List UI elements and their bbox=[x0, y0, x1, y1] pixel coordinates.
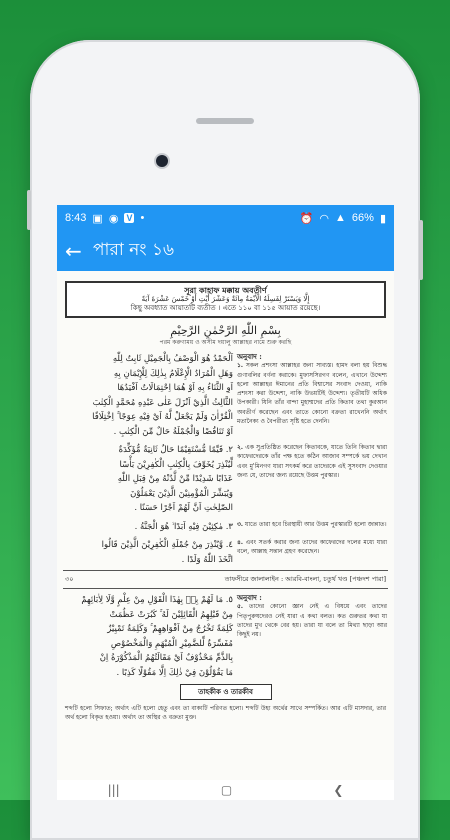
power-button bbox=[419, 220, 423, 280]
arabic-text bbox=[63, 593, 233, 680]
status-bar bbox=[57, 205, 394, 231]
ayah-number: ১. bbox=[237, 362, 243, 370]
translation-text bbox=[237, 352, 387, 439]
section-4 bbox=[57, 538, 394, 567]
section-2 bbox=[57, 443, 394, 516]
arabic-line: وَيُبَشِّرَ الْمُؤْمِنِيْنَ الَّذِيْنَ يَعْمَلُوْنَ bbox=[130, 488, 233, 499]
battery-icon: ▮ bbox=[379, 212, 386, 225]
arabic-text bbox=[63, 520, 233, 535]
commentary-text: শব্দটি হলো সিফাত; অর্থাৎ এটি হলো হেতু এবং তা বাক্যটি পরিণত হলো। শব্দটি উহ্য অর্থের সাথে সম্পর্কিত। আর এটি মাসদার, তার অর্থ হলো বিকৃত হওয়া। অর্থাৎ তা অস্থির ও বক্রতা মুক্ত। bbox=[65, 705, 386, 721]
arabic-line: مُفَسِّرَةٌ لِّلضَّمِيْرِ الْمُبْهَمِ وَالْمَخْصُوْصِ bbox=[110, 638, 233, 649]
battery-percent: 66% bbox=[351, 212, 374, 224]
arabic-line: ٥. مَا لَهُمْ بِهٖ بِهٰذَا الْقَوْلِ مِنْ عِلْمٍ وَّلَا لِاٰبَائِهِمْ bbox=[81, 595, 233, 605]
ayah-number: ৩. bbox=[237, 520, 243, 528]
arabic-line: الْقُرْاٰنَ وَلَمْ يَجْعَلْ لَّهُ اَيْ فِيْهِ عِوَجًا ۚ اِخْتِلَافًا bbox=[92, 412, 233, 422]
arabic-text bbox=[63, 443, 233, 516]
translation-label: অনুবাদ : bbox=[237, 352, 262, 361]
surah-title: সূরা কাহাফ মক্কায় অবতীর্ণ bbox=[184, 285, 267, 295]
ayah-translation: সকল প্রশংসা আল্লাহর জন্য সাব্যস্ত। হামদ বলা হয় বিশুদ্ধ গুণাবলির বর্ণনা করাকে। মুফাসসিরগণ বলেন, এখানে উদ্দেশ্য হলো আল্লাহর ঈমানের প্রতি বিশ্বাসের সংবাদ দেওয়া, নাকি প্রশংসা করা উদ্দেশ্য, নাকি উভয়টিই উদ্দেশ্য। তৃতীয়টি অধিক উপকারী। যিনি তাঁর বান্দা মুহাম্মদের প্রতি কিতাব তথা কুরআন অবতীর্ণ করেছেন এবং তাতে কোনো বক্রতা রাখেননি অর্থাৎ মতানৈক্য ও বৈপরীত্য সৃষ্টি হতে দেননি। bbox=[237, 362, 387, 426]
phone-camera bbox=[156, 155, 168, 167]
v-icon: V bbox=[126, 213, 133, 223]
arabic-line: ٣. مٰكِثِيْنَ فِيْهِ اَبَدًا ۙ هُوَ الْجَنَّةُ . bbox=[134, 521, 233, 532]
page-title: পারা নং ১৬ bbox=[93, 240, 175, 260]
system-nav-bar bbox=[57, 780, 394, 800]
dot-icon: • bbox=[140, 212, 145, 224]
arabic-line: بِالذَّمِّ مَحْذُوْفٌ اَيْ مَقَالَتُهُمُ الْمَذْكُوْرَةُ اِنْ bbox=[99, 653, 233, 663]
section-box-title: তাহকীক ও তারকীব bbox=[180, 684, 272, 700]
arabic-line: اتَّخَذَ اللّٰهُ وَلَدًا . bbox=[181, 554, 233, 565]
page-footer bbox=[57, 574, 394, 585]
back-nav-icon[interactable]: ❮ bbox=[333, 783, 344, 797]
translation-text bbox=[237, 520, 387, 535]
app-bar bbox=[57, 231, 394, 271]
arabic-line: ٤. وَّيُنْذِرَ مِنْ جُمْلَةِ الْكٰفِرِيْنَ الَّذِيْنَ قَالُوا bbox=[101, 540, 233, 550]
alarm-icon: ⏰ bbox=[299, 212, 314, 225]
arabic-line: اَلْحَمْدُ هُوَ الْوَصْفُ بِالْجَمِيْلِ ثَابِتٌ لِلّٰهِ bbox=[112, 354, 233, 364]
ayah-number: ৫. bbox=[237, 603, 243, 611]
page-number: ৩০ bbox=[65, 575, 74, 583]
arabic-line: كَلِمَةً تَخْرُجُ مِنْ اَفْوَاهِهِمْ ۚ وَكَلِمَةٌ تَمْيِيْزٌ bbox=[107, 624, 233, 634]
arabic-line: الصّٰلِحٰتِ اَنَّ لَهُمْ اَجْرًا حَسَنًا . bbox=[134, 503, 233, 513]
section-5 bbox=[57, 593, 394, 680]
ayah-number: ২. bbox=[237, 444, 243, 451]
divider bbox=[63, 588, 388, 589]
translation-label: অনুবাদ : bbox=[237, 593, 262, 602]
back-arrow-icon[interactable]: ← bbox=[65, 239, 82, 263]
arabic-line: ٢. قَيِّمًا مُّسْتَقِيْمًا حَالٌ ثَانِيَةٌ مُّؤَكِّدَةٌ bbox=[118, 445, 233, 455]
ayah-translation: এক সুপ্রতিষ্ঠিত করেছেন কিতাবকে, যাতে তিনি কিতাব দ্বারা কাফেরদেরকে তাঁর পক্ষ হতে কঠিন আজাব সম্পর্কে ভয় দেখান এবং মু'মিনগণ যারা সৎকর্ম করে তাদেরকে এই সুসংবাদ দেওয়ার জন্য যে, তাদের জন্য রয়েছে উত্তম পুরস্কার। bbox=[237, 444, 387, 479]
section-1 bbox=[57, 352, 394, 439]
arabic-text bbox=[63, 352, 233, 439]
arabic-text bbox=[63, 538, 233, 567]
gallery-icon: ▣ bbox=[92, 212, 103, 225]
wifi-icon: ◠ bbox=[319, 212, 330, 225]
app-screen bbox=[57, 205, 394, 800]
home-icon[interactable]: ▢ bbox=[220, 783, 233, 797]
signal-icon: ▲ bbox=[335, 212, 346, 224]
voicemail-icon: ◉ bbox=[108, 212, 119, 225]
ayah-translation: যাতে তারা হবে চিরস্থায়ী আর উত্তম পুরস্কারটি হলো জান্নাত। bbox=[244, 520, 387, 528]
book-page[interactable] bbox=[57, 271, 394, 800]
status-time: 8:43 bbox=[65, 212, 87, 224]
book-title: তাফসীরে জালালাইন : আরবি-বাংলা, চতুর্থ খণ্ড [পঞ্চদশ পারা] bbox=[224, 575, 386, 583]
surah-sub: কিছু অবধ্যাত আয়াতটি ব্যতীত । এতে ১১০ বা ১১৫ আয়াত রয়েছে। bbox=[130, 304, 321, 312]
recent-apps-icon[interactable]: ||| bbox=[107, 783, 120, 797]
translation-text bbox=[237, 443, 387, 516]
arabic-line: لِّيُنْذِرَ يُخَوِّفَ بِالْكِتٰبِ الْكٰفِرِيْنَ بَأْسًا bbox=[119, 459, 233, 470]
ayah-translation: তাদের কোনো জ্ঞান নেই এ বিষয়ে এবং তাদের পিতৃপুরুষদেরও নেই যারা এ কথা বলত। কত গুরুতর কথা যা তাদের মুখ থেকে বের হয়। তারা যা বলে তা মিথ্যা ছাড়া আর কিছুই নয়। bbox=[237, 603, 387, 639]
arabic-line: مَا يَقُوْلُوْنَ فِيْ ذٰلِكَ اِلَّا مَقُوْلًا كَذِبًا . bbox=[116, 667, 233, 678]
arabic-line: اَوِ الثَّنَاءُ بِهِ اَوْ هُمَا اِحْتِمَالَاتٌ اَفْيَدُهَا bbox=[117, 383, 233, 393]
section-3 bbox=[57, 520, 394, 535]
surah-header bbox=[65, 281, 386, 318]
volume-button bbox=[27, 190, 31, 230]
arabic-line: مِنْ قَبْلِهِمُ الْقَائِلِيْنَ لَهُ ۚ كَبُرَتْ عَظُمَتْ bbox=[109, 609, 233, 620]
ayah-number: ৪. bbox=[237, 539, 243, 546]
surah-arabic: إِلَّا وَيَسْتَرْ لِفَسِلَهُ الْأَيْمَةُ مِائَةٌ وَعَشْرَ أَيْتِ أَوْ خَمْسَ عَشْرَةَ آيَةً bbox=[141, 295, 310, 303]
arabic-line: وَهَلِ الْمُرَادُ الْإِعْلَامُ بِذٰلِكَ لِلْإِيْمَانِ بِهِ bbox=[113, 368, 233, 379]
divider bbox=[63, 570, 388, 571]
arabic-line: الثَّالِثُ الَّذِيْ اَنْزَلَ عَلٰى عَبْدِهِ مُحَمَّدٍ الْكِتٰبَ bbox=[92, 397, 233, 408]
bismillah-translation: পরম করুণাময় ও অসীম দয়ালু আল্লাহর নামে শুরু করছি bbox=[159, 339, 292, 346]
translation-text bbox=[237, 538, 387, 567]
translation-text bbox=[237, 593, 387, 680]
phone-speaker bbox=[196, 118, 254, 124]
bismillah-arabic: بِسْمِ اللّٰهِ الرَّحْمٰنِ الرَّحِيْمِ bbox=[170, 324, 281, 337]
arabic-line: عَذَابًا شَدِيْدًا مِّنْ لَّدُنْهُ مِنْ قِبَلِ اللّٰهِ bbox=[117, 474, 233, 484]
arabic-line: اَوْ تَنَاقُضًا وَالْجُمْلَةُ حَالٌ مِّنَ الْكِتٰبِ . bbox=[113, 426, 233, 437]
ayah-translation: এবং সতর্ক করার জন্য তাদের কাফেরদের দলের মধ্যে যারা বলে, আল্লাহ সন্তান গ্রহণ করেছেন। bbox=[237, 539, 387, 556]
